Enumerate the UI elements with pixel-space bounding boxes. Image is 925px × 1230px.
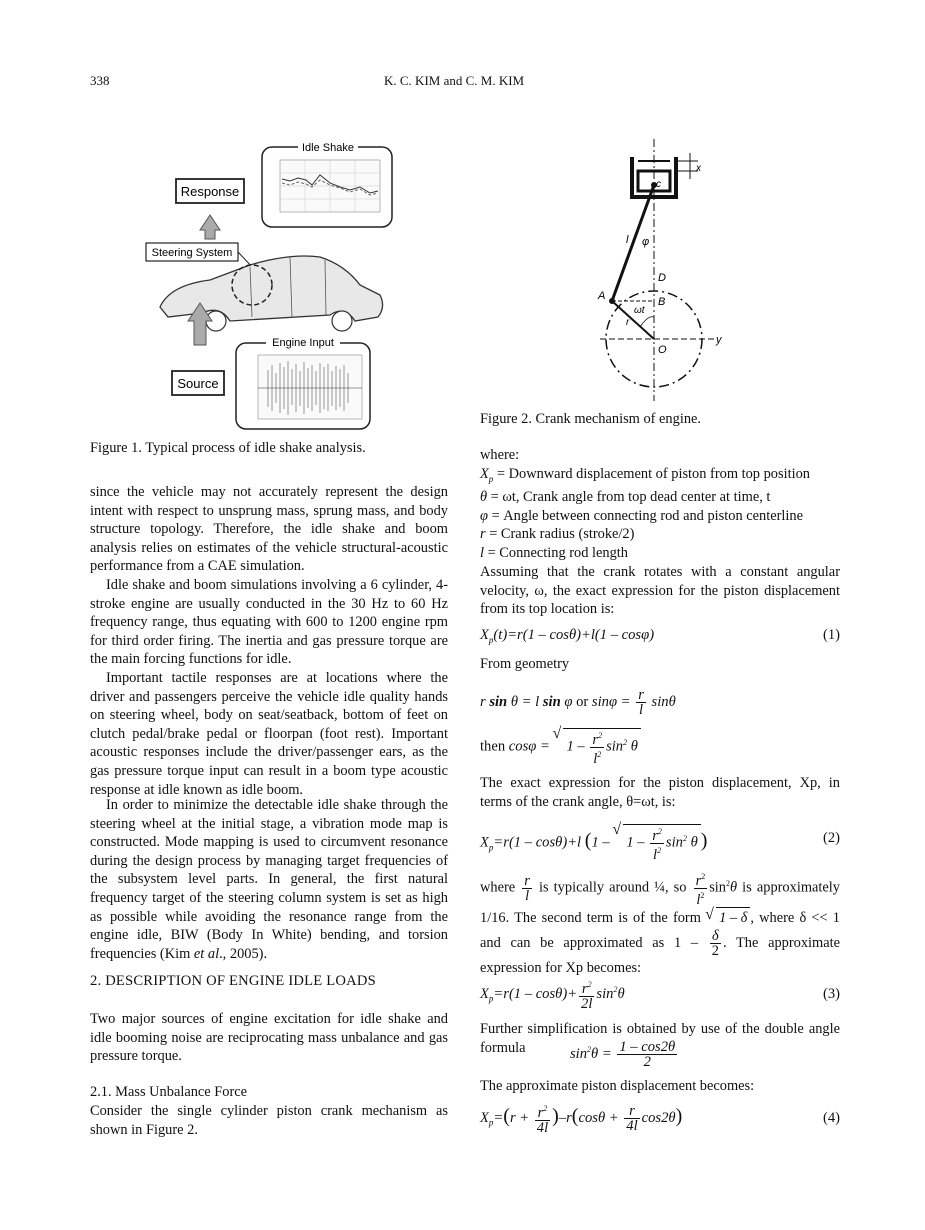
label-y: y <box>716 334 722 346</box>
engine-input-plot-area <box>258 355 362 419</box>
angle-arc <box>640 317 654 327</box>
idle-shake-label: Idle Shake <box>302 142 354 154</box>
paragraph-4 <box>90 796 448 963</box>
def-xp: $X_p$ = Downward displacement of piston from top position <box>480 465 810 484</box>
label-wt: ωt <box>634 305 645 316</box>
label-d: D <box>658 272 666 284</box>
geometry-relation: r sin θ = l sin φ or sinφ = $\frac{r}{l}$ sinθ <box>480 687 676 718</box>
equation-1: $X_p(t)=r(1 - \cos\theta)+l(1 - \cos\varphi)$ (1) <box>480 627 840 645</box>
paragraph-2: Idle shake and boom simulations involving a 6 cylinder, 4-stroke engine are usually conducted in the 30 Hz to 60 Hz frequency range, thus equating with 600 to 1200 engine rpm for third order firing. The inertia and gas pressure torque are the main forcing functions for idle. <box>90 577 448 668</box>
paragraph-1: since the vehicle may not accurately represent the design intent with respect to unsprung mass, sprung mass, and body structure topology. Therefore, the idle shake and boom analysis relies on estimates of the vehicle structural-acoustic performance from a CAE simulation. <box>90 484 448 575</box>
paragraph-3: Important tactile responses are at locations where the driver and passengers perceive the vehicle idle quality hands on steering wheel, body on seat/seatback, bottom of feet on clutch pedal/brake pedal or floorpan (foot rest). Important acoustic responses include the driver/passenger ears, as the gas pressure torque input can result in a boom type acoustic response at idle known as idle boom. <box>90 670 448 798</box>
crank-radius <box>612 301 654 339</box>
source-label: Source <box>177 376 219 391</box>
label-c: c <box>656 179 661 190</box>
definitions <box>480 446 840 562</box>
equation-4-number: (4) <box>822 1110 840 1126</box>
from-geometry: From geometry <box>480 656 570 672</box>
where-label: where: <box>480 447 520 463</box>
def-l: l = Connecting rod length <box>480 544 629 561</box>
figure-1-caption: Figure 1. Typical process of idle shake analysis. <box>90 440 366 456</box>
paragraph-6: Consider the single cylinder piston crank mechanism as shown in Figure 2. <box>90 1103 448 1138</box>
double-angle-formula: $\sin^2\theta$ = $\frac{1 - \cos 2\theta}{2}$ <box>570 1039 676 1070</box>
label-o: O <box>658 344 667 356</box>
equation-2-number: (2) <box>822 830 840 846</box>
rear-wheel <box>332 311 352 331</box>
def-theta: θ = ωt, Crank angle from top dead center at time, t <box>480 489 771 506</box>
equation-4: $X_p=(r$ + $\frac{r^2}{4l}$ )–r(cosθ + $\frac{r}{4l}$ cos2θ) (4) <box>480 1102 840 1136</box>
paragraph-4-end: ., 2005). <box>219 945 268 962</box>
label-b: B <box>658 296 666 308</box>
page-number: 338 <box>90 73 110 88</box>
response-label: Response <box>180 184 240 199</box>
engine-input-label: Engine Input <box>272 337 334 349</box>
label-l: l <box>626 234 629 246</box>
equation-3: $X_p=r(1 - \cos\theta)+$ $\frac{r^2}{2l}$ $\sin^2\theta$ (3) <box>480 980 840 1012</box>
cos-phi-relation: then cosφ = √ 1 – $\frac{r^2}{l^2}$ $\sin^2 \theta$ <box>480 728 641 766</box>
steering-system-label: Steering System <box>151 247 233 259</box>
def-r: r = Crank radius (stroke/2) <box>480 526 635 543</box>
paragraph-where: where $\frac{r}{l}$ is typically around ¼, so $\frac{r^2}{l^2}$ $\sin^2\theta$ is approximately 1/16. The second term is of the form √ 1 – δ , where δ << 1 and can be approximated as 1 – $\frac{\delta}{2}$ . The approximate expression for Xp becomes: <box>480 870 840 979</box>
paragraph-4-text: In order to minimize the detectable idle shake through the steering wheel at the initial stage, a vibration mode map is constructed. Mode mapping is used to circumvent resonance during the design process by managing target frequencies of the subsystem level parts. In general, the first natural frequency target of the steering column system is set as high as possible while avoiding the resonance range from the engine idle, BIW (Body In White) bending, and torsion frequencies (Kim <box>90 797 448 962</box>
crank-pin <box>609 298 615 304</box>
label-phi: φ <box>642 236 650 248</box>
paragraph-exact: The exact expression for the piston displacement, Xp, in terms of the crank angle, θ=ωt, is: <box>480 775 840 810</box>
figure-2-diagram <box>590 135 740 403</box>
label-a: A <box>598 290 606 302</box>
arrow-up-icon <box>200 215 220 239</box>
paragraph-assume: Assuming that the crank rotates with a constant angular velocity, ω, the exact expression for the piston displacement from its top location is: <box>480 564 840 618</box>
paragraph-4-etal: et al <box>193 945 220 962</box>
equation-1-number: (1) <box>822 627 840 643</box>
section-heading: 2. DESCRIPTION OF ENGINE IDLE LOADS <box>90 973 376 989</box>
figure-2-caption: Figure 2. Crank mechanism of engine. <box>480 411 702 427</box>
paragraph-5: Two major sources of engine excitation for idle shake and idle booming noise are reciprocating mass unbalance and gas pressure torque. <box>90 1011 448 1065</box>
subsection-heading: 2.1. Mass Unbalance Force <box>90 1084 248 1100</box>
label-xp: x <box>696 163 701 174</box>
paragraph-further: Further simplification is obtained by use of the double angle formula <box>480 1021 840 1056</box>
paragraph-approx: The approximate piston displacement becomes: <box>480 1078 755 1094</box>
figure-1-diagram <box>140 135 400 435</box>
equation-3-number: (3) <box>822 986 840 1002</box>
label-r: r <box>626 317 630 328</box>
equation-2: $X_p=r(1 - \cos\theta)+l$ (1 – √ 1 – $\frac{r^2}{l^2}$ $\sin^2 \theta$ ) (2) <box>480 824 840 856</box>
running-head: K. C. KIM and C. M. KIM <box>384 73 525 88</box>
def-phi: φ = Angle between connecting rod and piston centerline <box>480 507 803 524</box>
